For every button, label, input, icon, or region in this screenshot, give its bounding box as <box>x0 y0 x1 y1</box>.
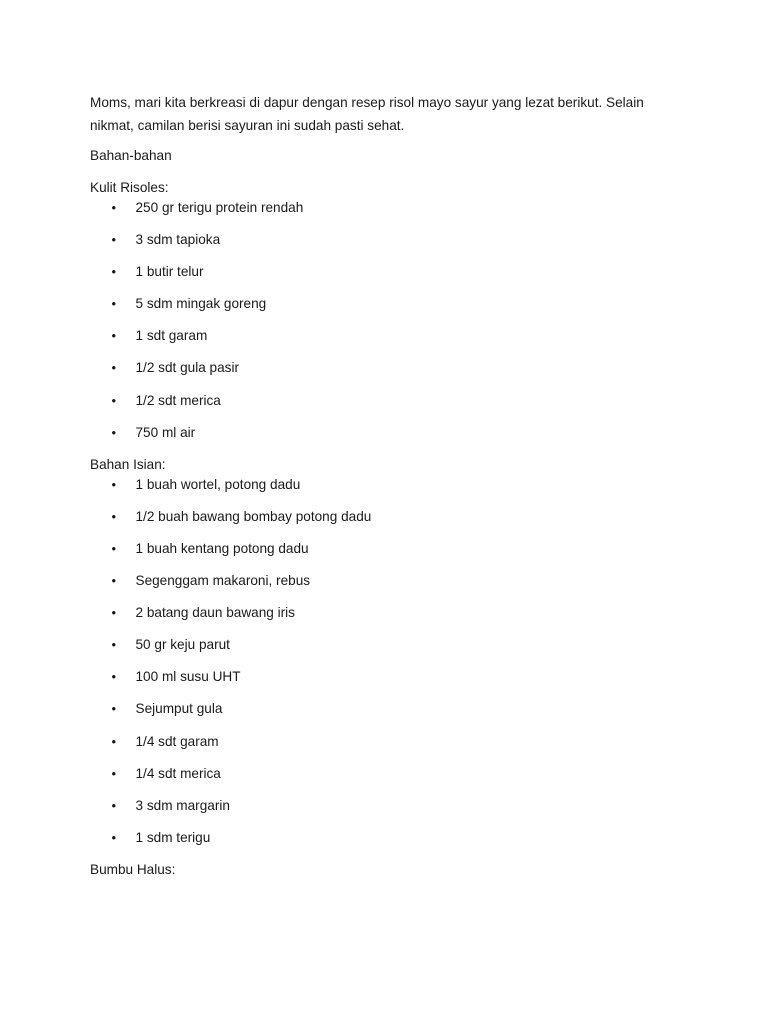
isian-list <box>90 475 670 860</box>
bullet-icon: • <box>111 540 117 556</box>
list-item <box>90 198 670 230</box>
list-item-text: 1 buah kentang potong dadu <box>135 540 309 556</box>
list-item <box>90 475 670 507</box>
list-item-text: 1 sdm terigu <box>135 829 211 845</box>
list-item <box>90 699 670 731</box>
list-item <box>90 796 670 828</box>
bullet-icon: • <box>111 508 117 524</box>
document-page <box>90 92 670 880</box>
list-item <box>90 262 670 294</box>
bullet-icon: • <box>111 637 117 653</box>
bullet-icon: • <box>111 360 117 376</box>
list-item-text: 250 gr terigu protein rendah <box>135 200 304 215</box>
kulit-heading: Kulit Risoles: <box>90 180 169 195</box>
list-item <box>90 230 670 262</box>
bullet-icon: • <box>111 701 117 717</box>
list-item <box>90 391 670 423</box>
list-item-text: 1/4 sdt garam <box>135 733 219 749</box>
isian-heading: Bahan Isian: <box>90 456 166 472</box>
list-item <box>90 507 670 539</box>
list-item-text: 1/2 sdt merica <box>135 392 221 408</box>
bullet-icon: • <box>111 232 117 248</box>
bullet-icon: • <box>111 328 117 344</box>
bullet-icon: • <box>111 733 117 749</box>
bullet-icon: • <box>111 573 117 589</box>
list-item <box>90 828 670 860</box>
intro-paragraph: Moms, mari kita berkreasi di dapur dengan resep risol mayo sayur yang lezat berikut. Selain nikmat, camilan berisi sayuran ini sudah pasti sehat. <box>90 95 644 133</box>
list-item-text: 2 batang daun bawang iris <box>135 605 295 621</box>
list-item-text: 1 buah wortel, potong dadu <box>135 476 301 492</box>
list-item <box>90 539 670 571</box>
list-item <box>90 667 670 699</box>
list-item-text: 750 ml air <box>135 424 196 440</box>
list-item-text: Sejumput gula <box>135 701 223 717</box>
bullet-icon: • <box>111 264 117 280</box>
list-item-text: 1/2 buah bawang bombay potong dadu <box>135 508 372 524</box>
bullet-icon: • <box>111 797 117 813</box>
list-item-text: Segenggam makaroni, rebus <box>135 573 311 589</box>
bullet-icon: • <box>111 296 117 312</box>
bullet-icon: • <box>111 200 117 215</box>
list-item-text: 5 sdm mingak goreng <box>135 296 267 312</box>
bullet-icon: • <box>111 392 117 408</box>
list-item-text: 1 butir telur <box>135 264 204 280</box>
bullet-icon: • <box>111 669 117 685</box>
list-item <box>90 732 670 764</box>
bullet-icon: • <box>111 765 117 781</box>
list-item <box>90 326 670 358</box>
kulit-list <box>90 198 670 455</box>
list-item <box>90 635 670 667</box>
bullet-icon: • <box>111 829 117 845</box>
list-item-text: 3 sdm margarin <box>135 797 230 813</box>
bullet-icon: • <box>111 424 117 440</box>
list-item-text: 1/2 sdt gula pasir <box>135 360 240 376</box>
list-item <box>90 764 670 796</box>
bullet-icon: • <box>111 476 117 492</box>
bullet-icon: • <box>111 605 117 621</box>
list-item <box>90 571 670 603</box>
list-item-text: 1/4 sdt merica <box>135 765 221 781</box>
list-item <box>90 358 670 390</box>
list-item-text: 1 sdt garam <box>135 328 208 344</box>
list-item-text: 100 ml susu UHT <box>135 669 241 685</box>
list-item-text: 50 gr keju parut <box>135 637 230 653</box>
list-item <box>90 294 670 326</box>
bumbu-heading: Bumbu Halus: <box>90 861 176 877</box>
list-item <box>90 423 670 455</box>
list-item-text: 3 sdm tapioka <box>135 232 221 248</box>
bahan-heading: Bahan-bahan <box>90 148 172 163</box>
list-item <box>90 603 670 635</box>
